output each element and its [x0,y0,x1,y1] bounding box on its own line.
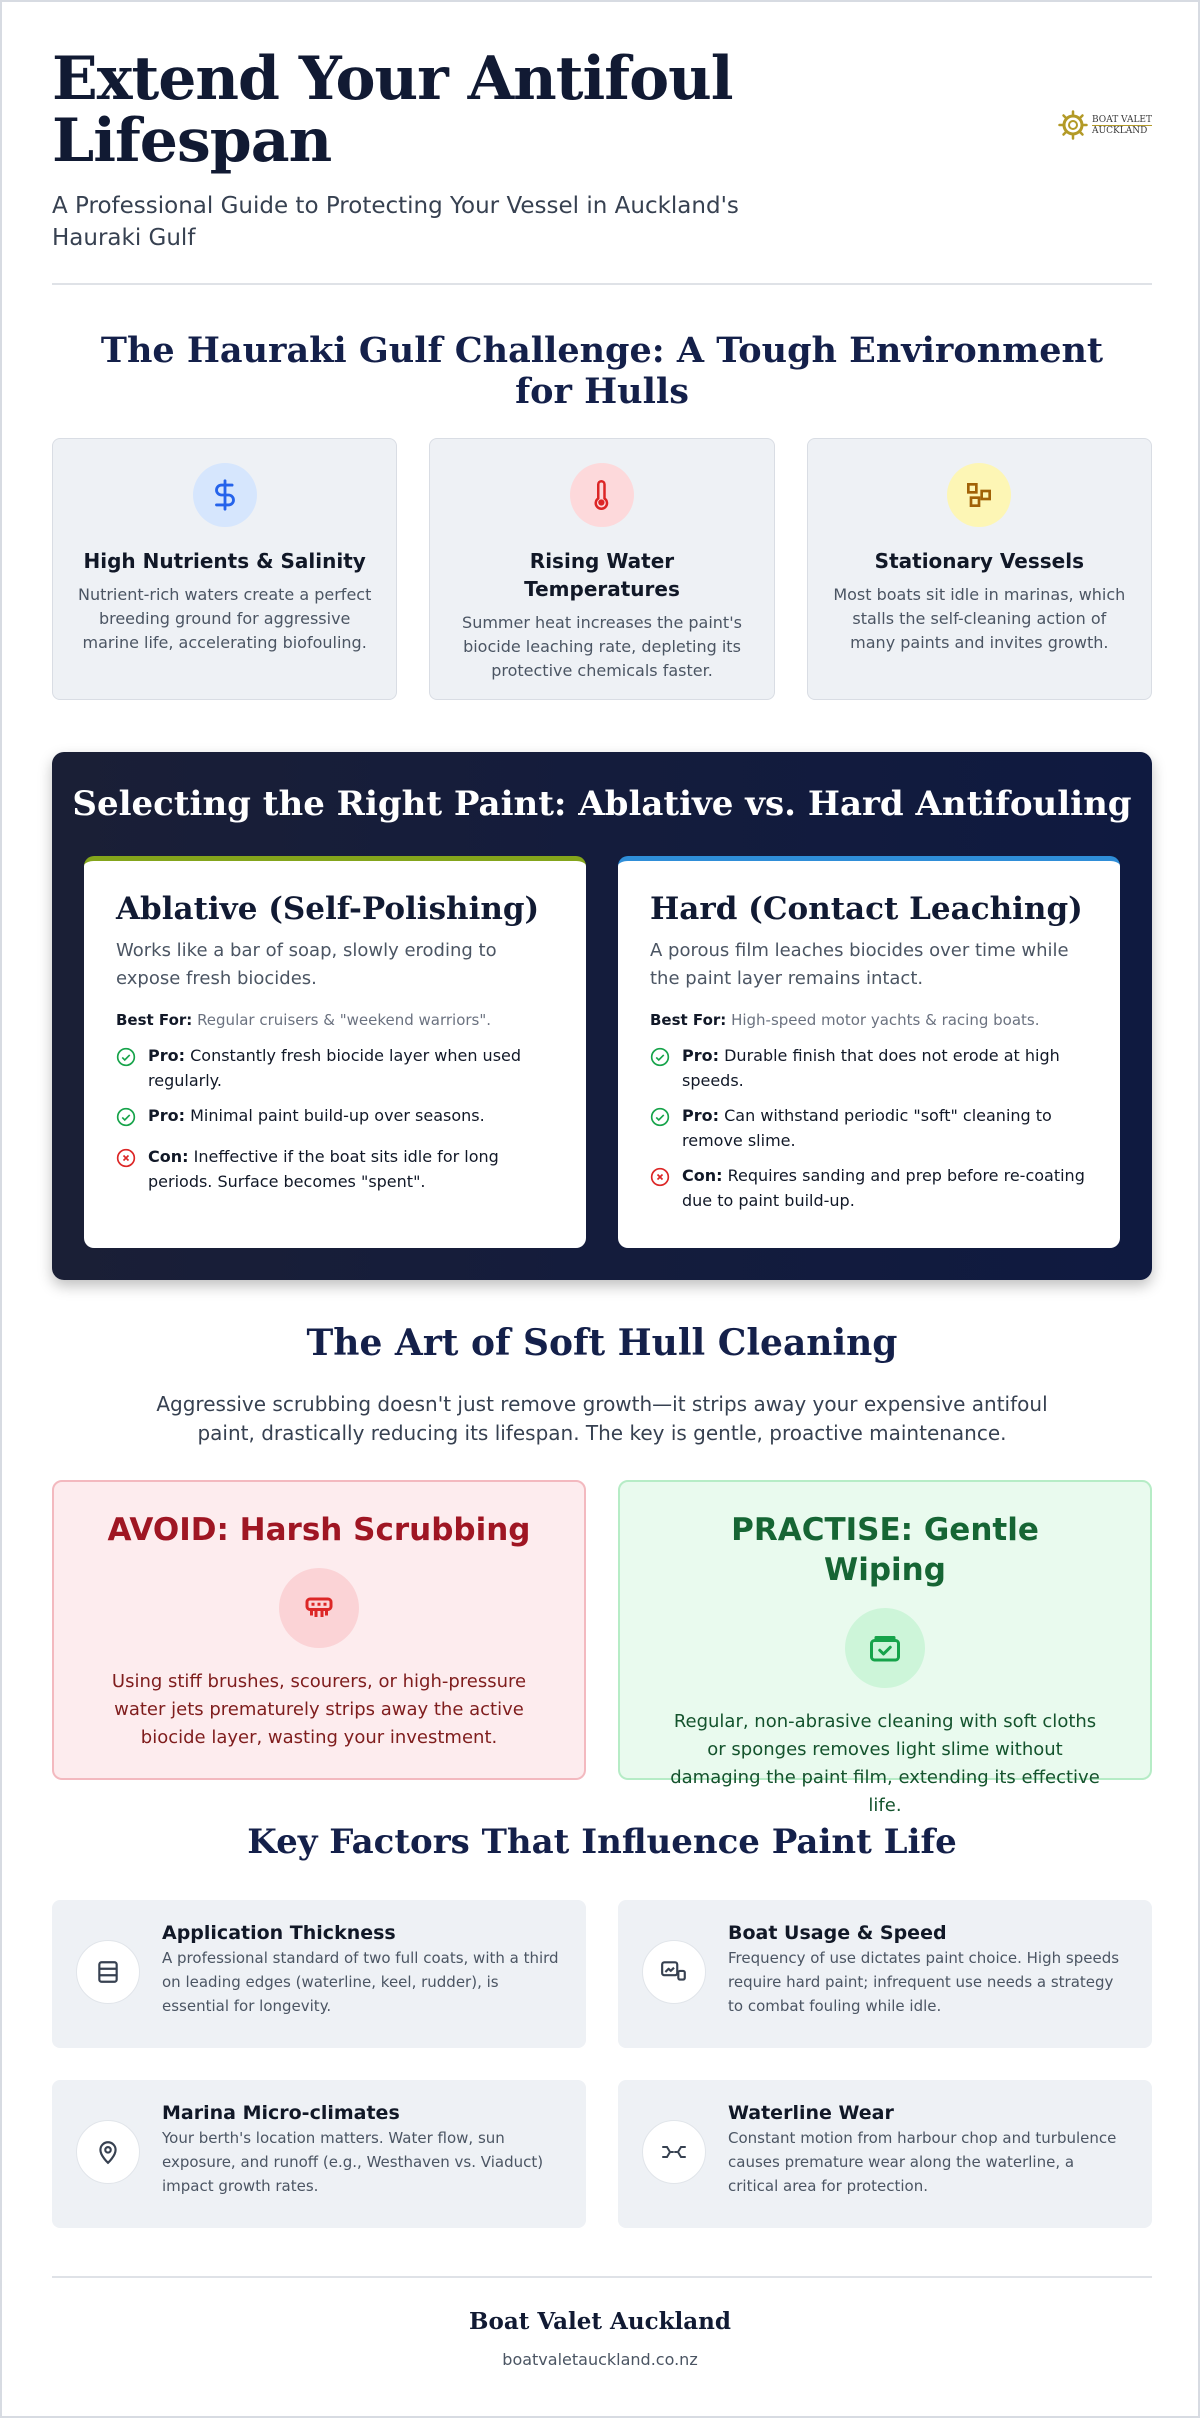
avoid-title: AVOID: Harsh Scrubbing [107,1512,531,1548]
challenge-card [52,438,397,700]
factor-card [52,2080,586,2228]
ablative-title: Ablative (Self-Polishing) [116,891,540,927]
point-label: Pro: [682,1046,720,1065]
check-circle-icon [650,1103,672,1153]
check-circle-icon [116,1103,138,1134]
pro-item [650,1103,1088,1153]
point-label: Con: [148,1147,189,1166]
factor-title: Waterline Wear [728,2102,894,2124]
point-label: Pro: [148,1106,186,1125]
point-text: Constantly fresh biocide layer when used regularly. [148,1046,522,1090]
challenge-card-title: High Nutrients & Salinity [83,549,366,573]
factor-text: Frequency of use dictates paint choice. High speeds require hard paint; infrequent use needs a strategy to combat fouling while idle. [728,1949,1120,2015]
footer-url-link[interactable]: boatvaletauckland.co.nz [502,2350,698,2369]
hard-description: A porous film leaches biocides over time while the paint layer remains intact. [650,940,1069,989]
header-divider [52,283,1152,285]
paint-selection-section [52,752,1152,1280]
point-text: Can withstand periodic "soft" cleaning to remove slime. [682,1106,1052,1150]
location-pin-icon [76,2120,140,2184]
best-for-value: Regular cruisers & "weekend warriors". [197,1011,492,1029]
factor-title: Boat Usage & Speed [728,1922,947,1944]
factor-card [52,1900,586,2048]
challenge-cards [52,438,1152,700]
wheel-logo-icon [1058,110,1088,140]
challenge-card-text: Nutrient-rich waters create a perfect breeding ground for aggressive marine life, accelerating biofouling. [77,585,372,652]
practise-text: Regular, non-abrasive cleaning with soft cloths or sponges removes light slime without damaging the paint film, extending its effective life. [670,1711,1100,1816]
practise-box [618,1480,1152,1816]
point-text: Durable finish that does not erode at high speeds. [682,1046,1060,1090]
con-item [116,1144,554,1194]
brush-icon [279,1568,359,1648]
page-title: Extend Your Antifoul Lifespan [52,44,733,176]
point-text: Ineffective if the boat sits idle for long periods. Surface becomes "spent". [148,1147,499,1191]
best-for-label: Best For: [116,1011,193,1029]
cleaning-title: The Art of Soft Hull Cleaning [306,1322,898,1364]
challenge-card [429,438,774,700]
factor-text: Your berth's location matters. Water flow, sun exposure, and runoff (e.g., Westhaven vs. Viaduct) impact growth rates. [162,2129,544,2195]
paint-section-title: Selecting the Right Paint: Ablative vs. Hard Antifouling [72,784,1132,824]
factor-text: Constant motion from harbour chop and turbulence causes premature wear along the waterline, a critical area for protection. [728,2129,1117,2195]
layers-icon [76,1940,140,2004]
challenge-card-title: Stationary Vessels [874,549,1084,573]
sponge-icon [845,1608,925,1688]
challenge-card [807,438,1152,700]
con-item [650,1163,1088,1213]
ablative-card [84,856,586,1248]
point-label: Con: [682,1166,723,1185]
waves-icon [642,2120,706,2184]
point-label: Pro: [148,1046,186,1065]
factor-card [618,2080,1152,2228]
pro-item [650,1043,1088,1093]
ablative-description: Works like a bar of soap, slowly eroding to expose fresh biocides. [116,940,497,989]
factors-title: Key Factors That Influence Paint Life [247,1822,957,1862]
check-circle-icon [650,1043,672,1093]
ablative-best-for [116,1011,554,1029]
check-circle-icon [116,1043,138,1093]
hard-card [618,856,1120,1248]
thermometer-icon [570,463,634,527]
ablative-points [116,1043,554,1194]
best-for-value: High-speed motor yachts & racing boats. [731,1011,1040,1029]
dollar-icon [193,463,257,527]
page-subtitle: A Professional Guide to Protecting Your Vessel in Auckland's Hauraki Gulf [52,193,739,251]
grid-icon [947,463,1011,527]
hard-title: Hard (Contact Leaching) [650,891,1083,927]
avoid-box [52,1480,586,1780]
speed-icon [642,1940,706,2004]
practise-title: PRACTISE: Gentle Wiping [731,1512,1039,1588]
factor-title: Application Thickness [162,1922,396,1944]
point-text: Requires sanding and prep before re-coating due to paint build-up. [682,1166,1085,1210]
cleaning-lead: Aggressive scrubbing doesn't just remove growth—it strips away your expensive antifoul paint, drastically reducing its lifespan. The key is gentle, proactive maintenance. [156,1392,1048,1445]
hard-best-for [650,1011,1088,1029]
brand-logo [1058,110,1152,140]
point-text: Minimal paint build-up over seasons. [190,1106,485,1125]
hard-points [650,1043,1088,1213]
footer-brand: Boat Valet Auckland [469,2308,731,2335]
logo-text [1092,115,1152,136]
footer-divider [52,2276,1152,2278]
pro-item [116,1043,554,1093]
logo-line-2: AUCKLAND [1092,125,1152,136]
pro-item [116,1103,554,1134]
best-for-label: Best For: [650,1011,727,1029]
factor-title: Marina Micro-climates [162,2102,400,2124]
challenge-card-text: Summer heat increases the paint's biocide leaching rate, depleting its protective chemicals faster. [462,613,742,680]
challenge-title: The Hauraki Gulf Challenge: A Tough Environment for Hulls [100,330,1104,412]
logo-line-1: BOAT VALET [1092,114,1152,125]
avoid-text: Using stiff brushes, scourers, or high-pressure water jets prematurely strips away the active biocide layer, wasting your investment. [111,1671,527,1748]
factor-text: A professional standard of two full coats, with a third on leading edges (waterline, keel, rudder), is essential for longevity. [162,1949,559,2015]
x-circle-icon [116,1144,138,1194]
factor-card [618,1900,1152,2048]
point-label: Pro: [682,1106,720,1125]
x-circle-icon [650,1163,672,1213]
factors-grid [52,1900,1152,2228]
header [52,44,1152,254]
challenge-card-text: Most boats sit idle in marinas, which stalls the self-cleaning action of many paints and invites growth. [833,585,1126,652]
challenge-card-title: Rising Water Temperatures [524,549,680,601]
